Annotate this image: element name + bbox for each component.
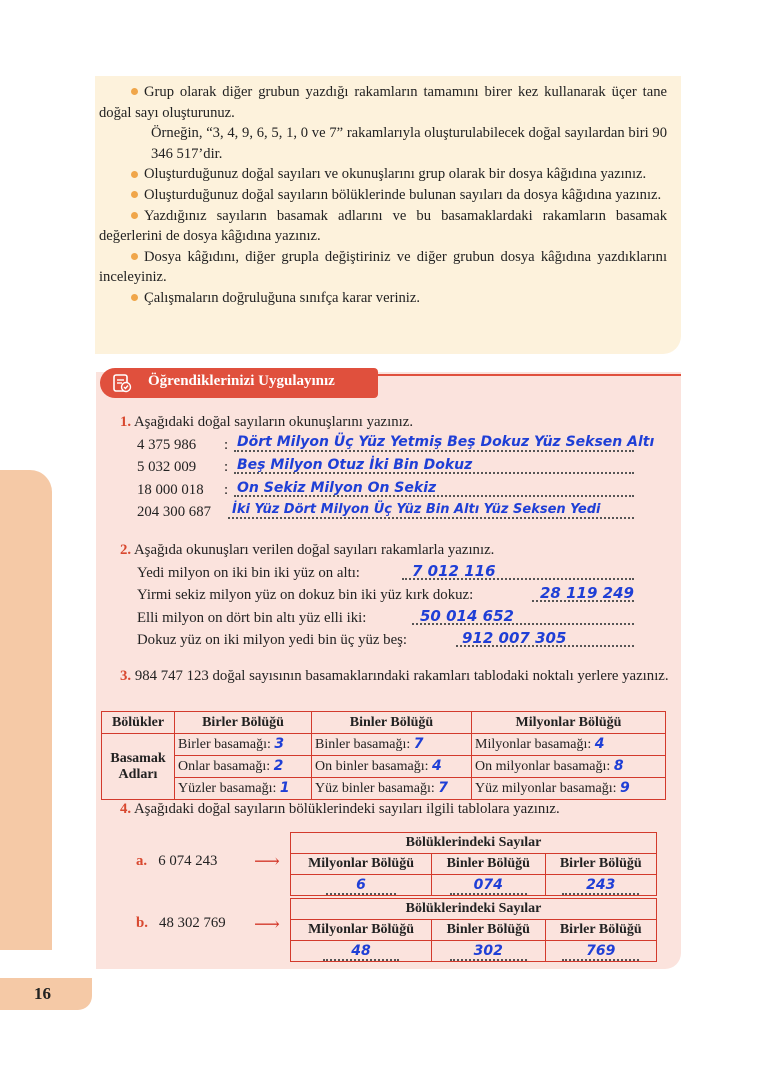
handwritten-answer: 4 <box>594 736 605 752</box>
table-header: Birler Bölüğü <box>545 920 657 941</box>
handwritten-answer: İki Yüz Dört Milyon Üç Yüz Bin Altı Yüz Seksen Yedi <box>232 502 601 517</box>
table-cell <box>545 941 657 962</box>
bullet-icon <box>131 294 138 301</box>
table-cell <box>432 875 545 896</box>
table-header: Milyonlar Bölüğü <box>472 712 666 734</box>
handwritten-answer: 243 <box>562 877 639 895</box>
q2-row: Yedi milyon on iki bin iki yüz on altı: <box>137 565 360 581</box>
handwritten-answer: 2 <box>273 758 284 774</box>
handwritten-answer: 912 007 305 <box>462 629 567 647</box>
table-header: Milyonlar Bölüğü <box>291 854 432 875</box>
q4-table-a <box>290 832 657 896</box>
handwritten-answer: 48 <box>323 943 398 961</box>
table-title: Bölüklerindeki Sayılar <box>291 899 657 920</box>
table-cell: Birler basamağı: 3 <box>175 734 312 756</box>
row-label-line: Adları <box>118 766 158 782</box>
handwritten-answer: 1 <box>279 780 290 796</box>
handwritten-answer: 6 <box>326 877 396 895</box>
q2-row: Elli milyon on dört bin altı yüz elli iki: <box>137 610 367 626</box>
bullet-icon <box>131 191 138 198</box>
activity-item: Dosya kâğıdını, diğer grupla değiştiriniz ve diğer grubun dosya kâğıdına yazdıklarını inceleyiniz. <box>99 248 667 286</box>
activity-item: Grup olarak diğer grubun yazdığı rakamların tamamını birer kez kullanarak üçer tane doğal sayı oluşturunuz. <box>99 84 667 121</box>
handwritten-answer: 3 <box>274 736 285 752</box>
table-cell: On binler basamağı: 4 <box>312 756 472 778</box>
handwritten-answer: 769 <box>562 943 639 961</box>
table-header: Milyonlar Bölüğü <box>291 920 432 941</box>
q4-item-b: b. 48 302 769 <box>136 915 226 931</box>
q4-item-a: a. 6 074 243 <box>136 853 218 869</box>
handwritten-answer: Beş Milyon Otuz İki Bin Dokuz <box>237 457 473 473</box>
q1-sep: : <box>224 437 229 453</box>
question-2: 2. Aşağıda okunuşları verilen doğal sayıları rakamlarla yazınız. <box>120 542 495 558</box>
table-cell <box>432 941 545 962</box>
table-cell: Milyonlar basamağı: 4 <box>472 734 666 756</box>
handwritten-answer: 28 119 249 <box>540 584 634 602</box>
q1-row: 5 032 009 <box>137 459 197 475</box>
activity-item: Oluşturduğunuz doğal sayıların bölüklerinde bulunan sayıları da dosya kâğıdına yazınız. <box>99 185 667 206</box>
table-header: Binler Bölüğü <box>312 712 472 734</box>
handwritten-answer: On Sekiz Milyon On Sekiz <box>237 480 437 496</box>
activity-item: Oluşturduğunuz doğal sayıları ve okunuşlarını grup olarak bir dosya kâğıdına yazınız. <box>99 164 667 185</box>
table-header: Bölükler <box>102 712 175 734</box>
table-cell: Yüz milyonlar basamağı: 9 <box>472 778 666 800</box>
dotted-line <box>234 450 634 452</box>
handwritten-answer: 7 <box>438 780 448 796</box>
handwritten-answer: 302 <box>450 943 527 961</box>
handwritten-answer: 7 <box>413 736 424 752</box>
checklist-icon <box>112 373 132 393</box>
side-tab <box>0 470 52 950</box>
handwritten-answer: 4 <box>432 758 442 774</box>
handwritten-answer: Dört Milyon Üç Yüz Yetmiş Beş Dokuz Yüz Seksen Altı <box>237 434 655 450</box>
table-header: Birler Bölüğü <box>545 854 657 875</box>
handwritten-answer: 7 012 116 <box>412 562 496 580</box>
arrow-icon: ⟶ <box>254 851 280 871</box>
activity-item: Çalışmaların doğruluğuna sınıfça karar veriniz. <box>99 288 667 309</box>
table-cell <box>545 875 657 896</box>
bullet-icon <box>131 212 138 219</box>
q1-sep: : <box>224 459 229 475</box>
q2-row: Yirmi sekiz milyon yüz on dokuz bin iki yüz kırk dokuz: <box>137 587 474 603</box>
q1-row: 204 300 687 <box>137 504 211 520</box>
activity-item: Yazdığınız sayıların basamak adlarını ve bu basamaklardaki rakamların basamak değerlerini de dosya kâğıdına yazınız. <box>99 207 667 245</box>
activity-example: Örneğin, “3, 4, 9, 6, 5, 1, 0 ve 7” rakamlarıyla oluşturulabilecek doğal sayılardan biri 90 346 517’dir. <box>151 125 667 162</box>
section-header <box>100 368 378 398</box>
row-label <box>102 734 175 800</box>
question-1: 1. Aşağıdaki doğal sayıların okunuşlarını yazınız. <box>120 414 414 430</box>
page-number: 16 <box>34 984 51 1003</box>
table-cell <box>291 941 432 962</box>
table-cell <box>291 875 432 896</box>
table-header: Binler Bölüğü <box>432 854 545 875</box>
table-cell: Yüz binler basamağı: 7 <box>312 778 472 800</box>
section-title: Öğrendiklerinizi Uygulayınız <box>148 373 335 389</box>
table-cell: On milyonlar basamağı: 8 <box>472 756 666 778</box>
header-rule <box>378 374 681 376</box>
dotted-line <box>228 517 634 519</box>
table-title: Bölüklerindeki Sayılar <box>291 833 657 854</box>
table-header: Birler Bölüğü <box>175 712 312 734</box>
arrow-icon: ⟶ <box>254 914 280 934</box>
q2-row: Dokuz yüz on iki milyon yedi bin üç yüz beş: <box>137 632 407 648</box>
activity-box <box>95 76 681 354</box>
handwritten-answer: 50 014 652 <box>420 607 514 625</box>
table-cell: Binler basamağı: 7 <box>312 734 472 756</box>
q3-table <box>101 711 666 800</box>
table-header: Binler Bölüğü <box>432 920 545 941</box>
question-4: 4. Aşağıdaki doğal sayıların bölüklerindeki sayıları ilgili tablolara yazınız. <box>120 801 560 817</box>
q1-sep: : <box>224 482 229 498</box>
bullet-icon <box>131 253 138 260</box>
table-cell: Onlar basamağı: 2 <box>175 756 312 778</box>
bullet-icon <box>131 88 138 95</box>
question-3: 3. 984 747 123 doğal sayısının basamaklarındaki rakamları tablodaki noktalı yerlere yazınız. <box>120 668 669 684</box>
bullet-icon <box>131 171 138 178</box>
handwritten-answer: 8 <box>613 758 624 774</box>
handwritten-answer: 074 <box>450 877 527 895</box>
table-cell: Yüzler basamağı: 1 <box>175 778 312 800</box>
q4-table-b <box>290 898 657 962</box>
q1-row: 4 375 986 <box>137 437 197 453</box>
q1-row: 18 000 018 <box>137 482 204 498</box>
row-label-line: Basamak <box>110 750 166 766</box>
handwritten-answer: 9 <box>620 780 630 796</box>
